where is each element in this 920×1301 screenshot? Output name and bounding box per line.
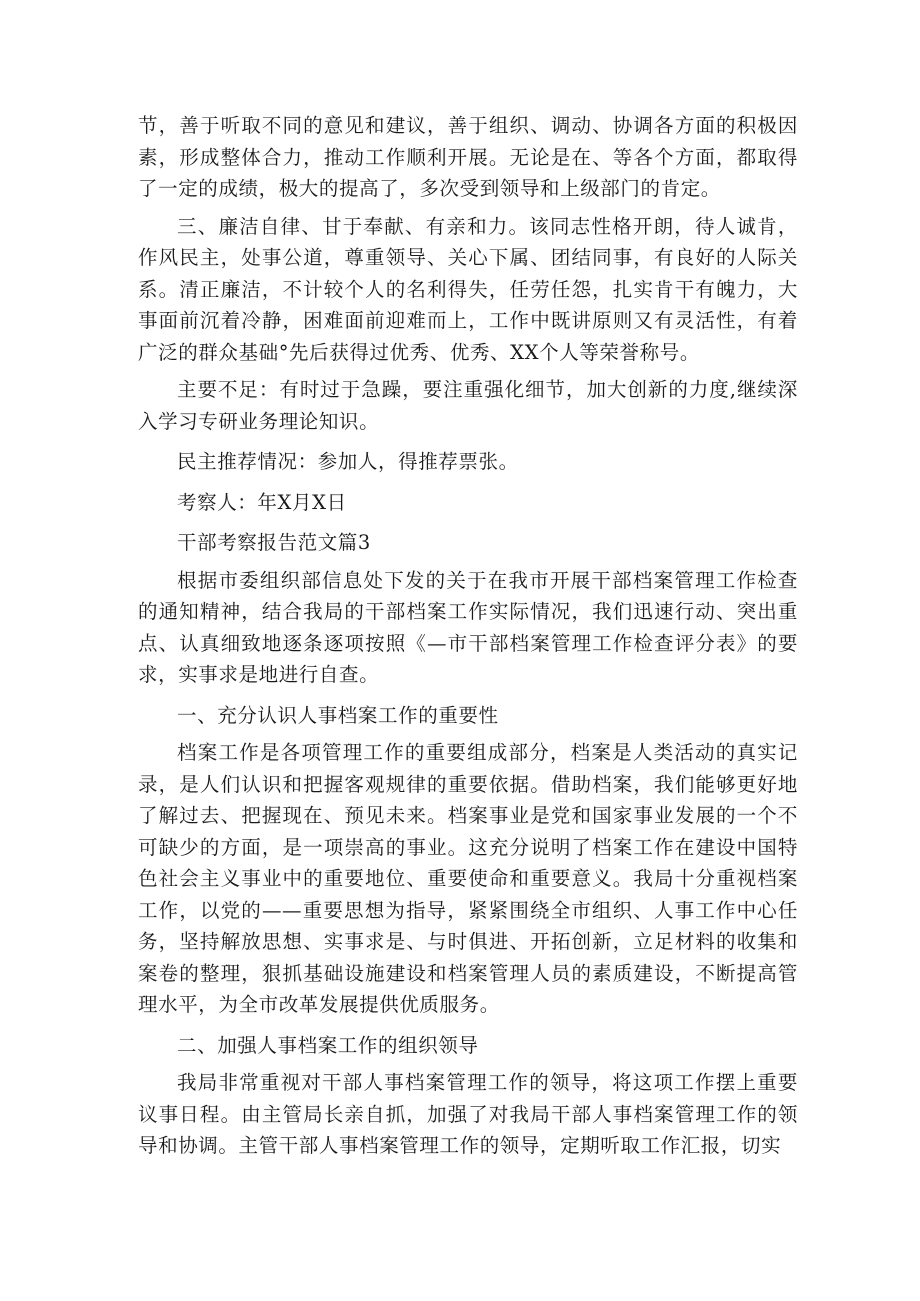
paragraph-shortcomings: 主要不足：有时过于急躁，要注重强化细节，加大创新的力度,继续深入学习专研业务理论知识。 — [138, 378, 798, 433]
document-page — [138, 110, 798, 1162]
paragraph-integrity: 三、廉洁自律、甘于奉献、有亲和力。该同志性格开朗，待人诚肯，作风民主，处事公道，尊重领导、关心下属、团结同事，有良好的人际关系。清正廉洁，不计较个人的名利得失，任劳任怨，扎实肯干有魄力，大事面前沉着冷静，困难面前迎难而上，工作中既讲原则又有灵活性，有着广泛的群众基础°先后获得过优秀、优秀、XX个人等荣誉称号。 — [138, 214, 798, 364]
section-title: 干部考察报告范文篇3 — [177, 531, 371, 554]
paragraph-importance: 档案工作是各项管理工作的重要组成部分，档案是人类活动的真实记录，是人们认识和把握客观规律的重要依据。借助档案，我们能够更好地了解过去、把握现在、预见未来。档案事业是党和国家事业发展的一个不可缺少的方面，是一项崇高的事业。这充分说明了档案工作在建设中国特色社会主义事业中的重要地位、重要使命和重要意义。我局十分重视档案工作，以党的——重要思想为指导，紧紧围绕全市组织、人事工作中心任务，坚持解放思想、实事求是、与时俱进、开拓创新，立足材料的收集和案卷的整理，狠抓基础设施建设和档案管理人员的素质建设，不断提高管理水平，为全市改革发展提供优质服务。 — [138, 741, 798, 1016]
paragraph-leadership: 我局非常重视对干部人事档案管理工作的领导，将这项工作摆上重要议事日程。由主管局长亲自抓，加强了对我局干部人事档案管理工作的领导和协调。主管干部人事档案管理工作的领导，定期听取工作汇报，切实 — [138, 1071, 798, 1157]
paragraph-recommendation: 民主推荐情况：参加人，得推荐票张。 — [177, 450, 519, 473]
heading-two: 二、加强人事档案工作的组织领导 — [177, 1033, 479, 1057]
heading-one: 一、充分认识人事档案工作的重要性 — [177, 703, 499, 727]
paragraph-intro: 根据市委组织部信息处下发的关于在我市开展干部档案管理工作检查的通知精神，结合我局的干部档案工作实际情况，我们迅速行动、突出重点、认真细致地逐条逐项按照《—市干部档案管理工作检查评分表》的要求，实事求是地进行自查。 — [138, 568, 798, 686]
paragraph-inspector: 考察人：年X月X日 — [177, 490, 347, 514]
paragraph-continued: 节，善于听取不同的意见和建议，善于组织、调动、协调各方面的积极因素，形成整体合力，推动工作顺利开展。无论是在、等各个方面，都取得了一定的成绩，极大的提高了，多次受到领导和上级部门的肯定。 — [138, 114, 798, 200]
